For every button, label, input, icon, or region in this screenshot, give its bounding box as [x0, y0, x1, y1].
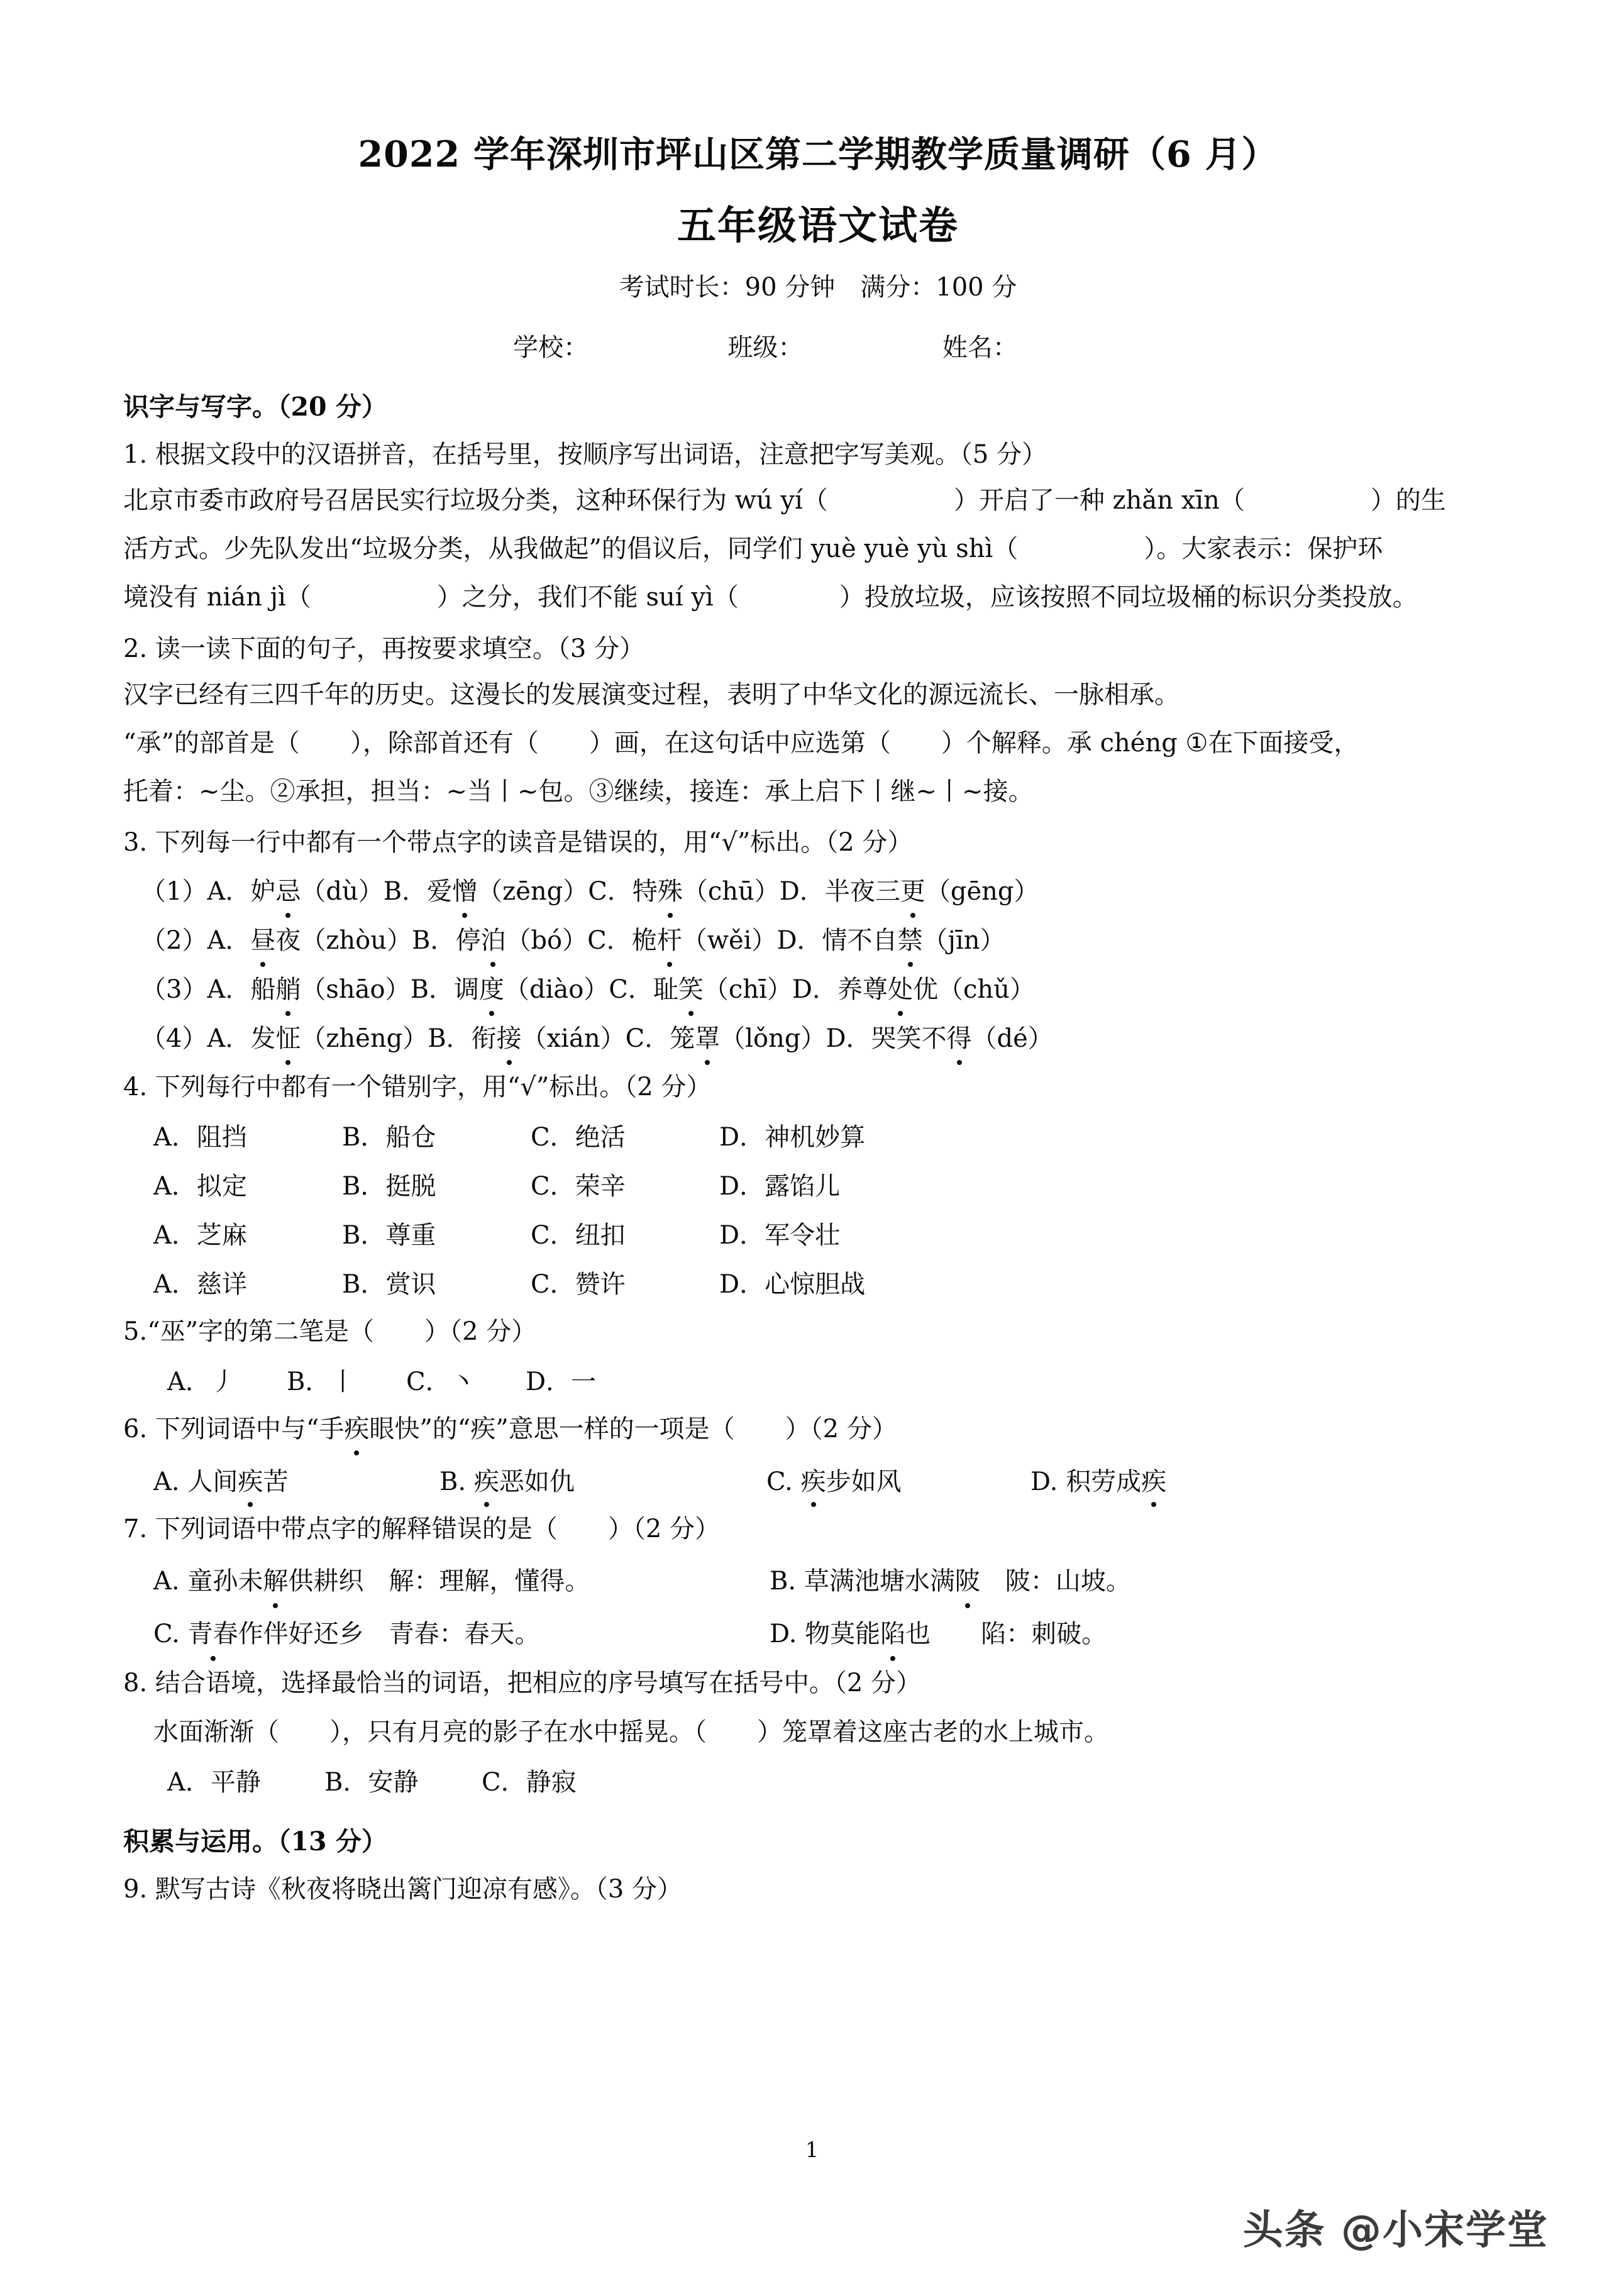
- option-b-gloss: 陂：山坡。: [980, 1567, 1131, 1596]
- option-b-dotted-char: 憎: [452, 875, 477, 908]
- option-a-dotted-char: 怔: [275, 1022, 301, 1055]
- option-d-label: D. 积劳成: [1030, 1467, 1142, 1497]
- option-d-dotted-char: 陷: [880, 1617, 905, 1651]
- option-b-post: 恶如仇: [499, 1467, 575, 1497]
- question-7-row-2[interactable]: [123, 1617, 1513, 1651]
- option-d[interactable]: D．神机妙算: [719, 1123, 866, 1152]
- q1-l3-part-b[interactable]: （ ）之分，我们不能: [285, 583, 646, 612]
- option-d[interactable]: D．心惊胆战: [719, 1270, 866, 1300]
- option-d-label: D.: [770, 1620, 805, 1649]
- option-c-pinyin: （wěi）: [682, 926, 777, 956]
- question-6-prompt[interactable]: [123, 1413, 1513, 1445]
- section-heading-literacy: 识字与写字。（20 分）: [123, 391, 387, 422]
- option-d-dotted-char: 禁: [898, 924, 923, 957]
- question-3-row-3[interactable]: [123, 973, 1513, 1006]
- option-a-post: 苦: [263, 1467, 289, 1497]
- question-2-dictionary-entry: 托着：~尘。②承担，担当：~当丨~包。③继续，接连：承上启下丨继~丨~接。: [123, 776, 1034, 806]
- option-c-label: C．: [625, 1024, 670, 1054]
- option-c[interactable]: C．纽扣: [531, 1221, 626, 1250]
- option-b-dotted-char: 接: [497, 1022, 522, 1055]
- row-number: （2）: [141, 926, 207, 956]
- option-d[interactable]: D．一: [526, 1367, 597, 1397]
- q1-l2-part-b[interactable]: （ ）。大家表示：保护环: [993, 534, 1383, 564]
- option-d-label: D．: [776, 926, 822, 956]
- question-1-passage-line-2: [123, 531, 1513, 568]
- watermark: [1243, 2198, 1549, 2256]
- option-a[interactable]: A．拟定: [153, 1172, 247, 1201]
- option-d[interactable]: [1030, 1467, 1166, 1497]
- q1-l1-part-a: 北京市委市政府号召居民实行垃圾分类，这种环保行为: [123, 485, 735, 515]
- option-c-dotted-char: 笑: [678, 973, 704, 1006]
- question-1-prompt: 1. 根据文段中的汉语拼音，在括号里，按顺序写出词语，注意把字写美观。（5 分）: [123, 439, 1047, 469]
- page-title: 2022 学年深圳市坪山区第二学期教学质量调研（6 月）: [358, 133, 1278, 175]
- option-b-label: B．: [383, 877, 428, 907]
- option-b[interactable]: B．尊重: [342, 1221, 436, 1250]
- option-b-dotted-char: 度: [479, 973, 504, 1006]
- option-c-dotted-char: 杆: [657, 924, 682, 957]
- option-c[interactable]: C．绝活: [531, 1123, 626, 1152]
- option-d-dotted-char: 更: [900, 875, 925, 908]
- option-c-label: C．: [609, 975, 653, 1005]
- option-c-dotted-char: 青春: [188, 1617, 238, 1651]
- option-d-gloss: 陷：刺破。: [931, 1620, 1107, 1649]
- option-c-label: C．: [587, 926, 632, 956]
- option-b-word-pre: 爱: [427, 877, 453, 907]
- q1-pinyin-wuyi: wú yí: [734, 485, 803, 515]
- option-d-dotted-char: 疾: [1141, 1467, 1167, 1497]
- option-d-dotted-char: 得: [947, 1022, 972, 1055]
- option-a-dotted-char: 解: [263, 1564, 288, 1598]
- option-a-pinyin: （shāo）: [301, 975, 411, 1005]
- option-b-label: B.: [439, 1467, 474, 1497]
- option-a-dotted-char: 艄: [275, 973, 301, 1006]
- q1-l3-part-c[interactable]: （ ）投放垃圾，应该按照不同垃圾桶的标识分类投放。: [713, 583, 1418, 612]
- option-a-dotted-char: 疾: [238, 1467, 263, 1497]
- option-c-pinyin: （chī）: [703, 975, 792, 1005]
- q1-pinyin-yueyueyushi: yuè yuè yù shì: [810, 534, 993, 564]
- option-c[interactable]: C．荣辛: [531, 1172, 626, 1201]
- option-b-label: B．: [410, 975, 454, 1005]
- option-a-pre: 童孙未: [187, 1567, 263, 1596]
- option-a[interactable]: [153, 1564, 770, 1598]
- question-4-row-2[interactable]: [123, 1171, 1513, 1201]
- field-class-label: 班级：: [727, 333, 804, 362]
- option-d-dotted-char: 处: [888, 973, 913, 1006]
- option-a-pinyin: （zhēng）: [301, 1024, 428, 1054]
- question-4-row-1[interactable]: [123, 1122, 1513, 1152]
- option-c-word-pre: 桅: [631, 926, 657, 956]
- option-d-word-pre: 哭笑不: [871, 1024, 947, 1054]
- option-b[interactable]: B．安静: [324, 1768, 419, 1797]
- option-a-word-post: 夜: [275, 926, 301, 956]
- option-c-post: 步如风: [826, 1467, 902, 1497]
- option-a-pinyin: （zhòu）: [301, 926, 412, 956]
- option-c-word-pre: 耻: [653, 975, 678, 1005]
- page-content: [123, 0, 1513, 1906]
- option-b-word-pre: 衔: [471, 1024, 497, 1054]
- option-d-pinyin: （chǔ）: [937, 975, 1035, 1005]
- option-c-gloss: 青春：春天。: [363, 1620, 540, 1649]
- question-3-row-2[interactable]: [123, 924, 1513, 957]
- option-b-pinyin: （bó）: [505, 926, 588, 956]
- option-b-dotted-char: 陂: [955, 1564, 980, 1598]
- option-c-pinyin: （lǒng）: [720, 1024, 826, 1054]
- option-b[interactable]: [439, 1467, 766, 1497]
- option-b-pinyin: （diào）: [504, 975, 609, 1005]
- q1-l3-part-a: 境没有: [123, 583, 207, 612]
- q6-prompt-dotted-char: 疾: [344, 1413, 369, 1445]
- option-b-dotted-char: 泊: [480, 924, 505, 957]
- question-8-sentence[interactable]: 水面渐渐（ ），只有月亮的影子在水中摇晃。（ ）笼罩着这座古老的水上城市。: [153, 1718, 1109, 1747]
- option-a-label: A．: [207, 975, 251, 1005]
- option-d[interactable]: D．军令壮: [719, 1221, 841, 1250]
- option-c[interactable]: [766, 1467, 1030, 1497]
- question-6-options[interactable]: [123, 1467, 1513, 1497]
- question-7-prompt[interactable]: 7. 下列词语中带点字的解释错误的是（ ）（2 分）: [123, 1515, 721, 1544]
- q1-l1-part-b[interactable]: （ ）开启了一种: [802, 485, 1113, 515]
- q1-pinyin-zhanxin: zhǎn xīn: [1112, 485, 1220, 515]
- option-a[interactable]: A．平静: [167, 1768, 261, 1797]
- watermark-source: 头条: [1242, 2207, 1326, 2254]
- row-number: （4）: [141, 1024, 207, 1054]
- watermark-handle: @小宋学堂: [1341, 2207, 1549, 2254]
- option-a-label: A．: [207, 1024, 251, 1054]
- option-a-dotted-char: 忌: [275, 875, 301, 908]
- option-c-label: C.: [766, 1467, 801, 1497]
- question-2-fill-line-1[interactable]: “承”的部首是（ ），除部首还有（ ）画，在这句话中应选第（ ）个解释。承 chéng ①在下面接受，: [123, 728, 1359, 758]
- option-a-gloss: 解：理解，懂得。: [363, 1567, 590, 1596]
- option-b[interactable]: B．船仓: [342, 1123, 436, 1152]
- option-d-label: D．: [779, 877, 825, 907]
- option-a-pinyin: （dù）: [301, 877, 384, 907]
- option-a[interactable]: A．慈详: [153, 1270, 247, 1300]
- field-name-label: 姓名：: [942, 333, 1018, 362]
- field-school-label: 学校：: [513, 333, 588, 362]
- question-9-prompt: 9. 默写古诗《秋夜将晓出篱门迎凉有感》。（3 分）: [123, 1875, 683, 1904]
- page-number: 1: [805, 2138, 819, 2163]
- option-d-label: D．: [826, 1024, 871, 1054]
- option-a-label: A．: [207, 877, 251, 907]
- section-heading-accumulation: 积累与运用。（13 分）: [123, 1826, 387, 1857]
- option-d-pinyin: （jīn）: [922, 926, 1005, 956]
- question-3-prompt-text: 3. 下列每一行中都有一个带点字的读音是错误的，用“√”标出。（2 分）: [123, 828, 913, 858]
- option-d-post: 也: [905, 1620, 931, 1649]
- question-2-sentence: 汉字已经有三四千年的历史。这漫长的发展演变过程，表明了中华文化的源远流长、一脉相承。: [123, 680, 1179, 709]
- option-c-label: C．: [588, 877, 632, 907]
- option-c-dotted-char: 疾: [800, 1467, 826, 1497]
- option-b-pinyin: （zēng）: [477, 877, 588, 907]
- option-d-word-post: 优: [912, 975, 938, 1005]
- option-c[interactable]: C．赞许: [531, 1270, 626, 1300]
- q1-pinyin-nianji: nián jì: [206, 583, 286, 612]
- question-5-options[interactable]: [123, 1367, 1513, 1397]
- option-b-label: B．: [412, 926, 456, 956]
- option-c-pinyin: （chū）: [682, 877, 780, 907]
- question-4-row-3[interactable]: [123, 1220, 1513, 1250]
- question-1-passage-line-1: [123, 482, 1513, 519]
- option-a-word-pre: 妒: [250, 877, 276, 907]
- option-b-dotted-char: 疾: [473, 1467, 499, 1497]
- question-5-prompt[interactable]: 5.“巫”字的第二笔是（ ）（2 分）: [123, 1317, 537, 1347]
- question-3-row-1[interactable]: [123, 875, 1513, 908]
- option-c-dotted-char: 罩: [695, 1022, 720, 1055]
- page-subtitle: 五年级语文试卷: [677, 202, 959, 249]
- q1-l2-part-a: 活方式。少先队发出“垃圾分类，从我做起”的倡议后，同学们: [123, 534, 811, 564]
- option-d-label: D．: [792, 975, 837, 1005]
- q1-l1-part-c[interactable]: （ ）的生: [1219, 485, 1446, 515]
- option-c-dotted-char: 殊: [658, 875, 683, 908]
- student-info-line: [123, 333, 1513, 363]
- option-d-pinyin: （dé）: [971, 1024, 1053, 1054]
- option-c-post: 作伴好还乡: [238, 1620, 364, 1649]
- option-c[interactable]: [153, 1617, 770, 1651]
- option-b-word-pre: 调: [453, 975, 479, 1005]
- option-a[interactable]: [153, 1467, 439, 1497]
- q6-prompt-part-b: 眼快”的“疾”意思一样的一项是（ ）（2 分）: [369, 1415, 897, 1444]
- question-1-passage-line-3: [123, 579, 1513, 616]
- option-b[interactable]: B．丨: [287, 1367, 356, 1397]
- question-4-prompt: 4. 下列每行中都有一个错别字，用“√”标出。（2 分）: [123, 1073, 712, 1102]
- option-c[interactable]: C．丶: [406, 1367, 476, 1397]
- option-b[interactable]: B．挺脱: [342, 1172, 436, 1201]
- row-number: （3）: [141, 975, 207, 1005]
- question-8-options[interactable]: [123, 1767, 1513, 1797]
- q1-pinyin-suiyi: suí yì: [646, 583, 714, 612]
- option-a-word-pre: 发: [250, 1024, 276, 1054]
- option-d[interactable]: D．露馅儿: [719, 1172, 841, 1201]
- option-a-label: A. 人间: [153, 1467, 238, 1497]
- option-a[interactable]: A．丿: [167, 1367, 236, 1397]
- option-a-dotted-char: 昼: [250, 924, 275, 957]
- option-b[interactable]: [770, 1564, 1131, 1598]
- option-a-word-pre: 船: [250, 975, 276, 1005]
- option-d[interactable]: [770, 1617, 1107, 1651]
- option-a-post: 供耕织: [288, 1567, 364, 1596]
- option-b-label: B．: [428, 1024, 472, 1054]
- option-d-word-pre: 养尊: [837, 975, 888, 1005]
- option-d-word-pre: 情不自: [822, 926, 898, 956]
- option-a-label: A．: [207, 926, 251, 956]
- question-7-row-1[interactable]: [123, 1564, 1513, 1598]
- option-d-pinyin: （gēng）: [925, 877, 1039, 907]
- question-4-row-4[interactable]: [123, 1269, 1513, 1300]
- exam-meta: 考试时长：90 分钟 满分：100 分: [619, 272, 1017, 302]
- option-d-pre: 物莫能: [805, 1620, 881, 1649]
- question-2-prompt: 2. 读一读下面的句子，再按要求填空。（3 分）: [123, 634, 645, 663]
- option-d-word-pre: 半夜三: [824, 877, 900, 907]
- option-c-label: C.: [153, 1620, 188, 1649]
- option-c-word-pre: 笼: [670, 1024, 695, 1054]
- question-3-row-4[interactable]: [123, 1022, 1513, 1055]
- option-c-word-pre: 特: [632, 877, 658, 907]
- option-b[interactable]: B．赏识: [342, 1270, 436, 1300]
- option-c[interactable]: C．静寂: [482, 1768, 577, 1797]
- row-number: （1）: [141, 877, 207, 907]
- option-b-pinyin: （xián）: [521, 1024, 626, 1054]
- question-8-prompt: 8. 结合语境，选择最恰当的词语，把相应的序号填写在括号中。（2 分）: [123, 1669, 922, 1698]
- option-a-label: A.: [153, 1567, 188, 1596]
- option-b-pre: 草满池塘水满: [804, 1567, 955, 1596]
- option-a[interactable]: A．芝麻: [153, 1221, 247, 1250]
- option-a[interactable]: A．阻挡: [153, 1123, 247, 1152]
- q6-prompt-part-a: 6. 下列词语中与“手: [123, 1415, 345, 1444]
- question-3-prompt: [123, 826, 1513, 859]
- option-b-label: B.: [770, 1567, 804, 1596]
- option-b-word-pre: 停: [455, 926, 481, 956]
